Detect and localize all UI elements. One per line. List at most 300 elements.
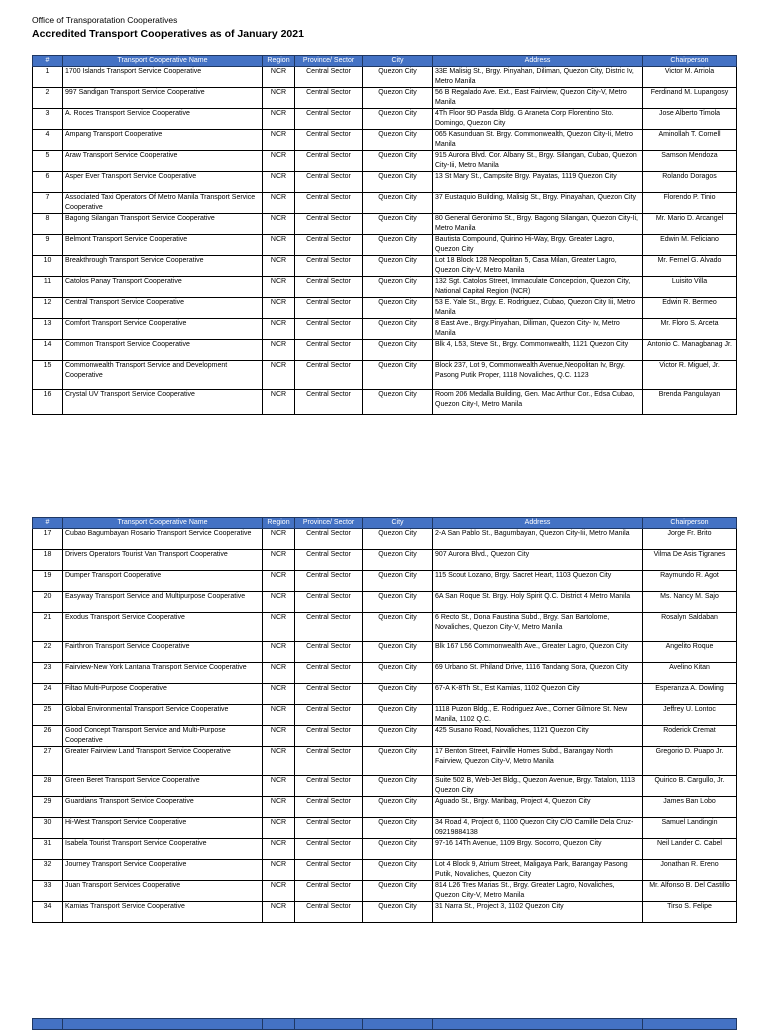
address: 97-16 14Th Avenue, 1109 Brgy. Socorro, Quezon City (433, 839, 643, 860)
chairperson: Neil Lander C. Cabel (643, 839, 737, 860)
city: Quezon City (363, 130, 433, 151)
table-row (33, 776, 737, 797)
chairperson: Rolando Doragos (643, 172, 737, 193)
chairperson: Mr. Mario D. Arcangel (643, 214, 737, 235)
province-sector: Central Sector (295, 818, 363, 839)
col-address-header: Address (433, 518, 643, 529)
col-city-header (363, 1019, 433, 1030)
table-row (33, 88, 737, 109)
table-body (33, 529, 737, 923)
row-number: 25 (33, 705, 63, 726)
col-address-header: Address (433, 56, 643, 67)
row-number: 23 (33, 663, 63, 684)
col-province-header: Province/ Sector (295, 518, 363, 529)
table-row (33, 67, 737, 88)
region: NCR (263, 550, 295, 571)
cooperative-name: Drivers Operators Tourist Van Transport Cooperative (63, 550, 263, 571)
city: Quezon City (363, 151, 433, 172)
table-row (33, 214, 737, 235)
province-sector: Central Sector (295, 319, 363, 340)
city: Quezon City (363, 797, 433, 818)
address: 80 General Geronimo St., Brgy. Bagong Silangan, Quezon City-Ii, Metro Manila (433, 214, 643, 235)
province-sector: Central Sector (295, 151, 363, 172)
province-sector: Central Sector (295, 726, 363, 747)
row-number: 10 (33, 256, 63, 277)
region: NCR (263, 818, 295, 839)
cooperative-name: Global Environmental Transport Service Cooperative (63, 705, 263, 726)
table-row (33, 319, 737, 340)
city: Quezon City (363, 172, 433, 193)
region: NCR (263, 571, 295, 592)
region: NCR (263, 684, 295, 705)
page-title: Accredited Transport Cooperatives as of January 2021 (32, 28, 304, 40)
cooperative-name: 1700 Islands Transport Service Cooperative (63, 67, 263, 88)
address: Aguado St., Brgy. Maribag, Project 4, Quezon City (433, 797, 643, 818)
region: NCR (263, 319, 295, 340)
cooperative-name: Associated Taxi Operators Of Metro Manila Transport Service Cooperative (63, 193, 263, 214)
cooperative-name: Crystal UV Transport Service Cooperative (63, 390, 263, 415)
row-number: 9 (33, 235, 63, 256)
address: 425 Susano Road, Novaliches, 1121 Quezon City (433, 726, 643, 747)
region: NCR (263, 256, 295, 277)
table-row (33, 839, 737, 860)
city: Quezon City (363, 705, 433, 726)
chairperson: Jose Alberto Timola (643, 109, 737, 130)
city: Quezon City (363, 613, 433, 642)
region: NCR (263, 340, 295, 361)
table-header-row (33, 518, 737, 529)
city: Quezon City (363, 277, 433, 298)
region: NCR (263, 130, 295, 151)
cooperative-name: Cubao Bagumbayan Rosario Transport Service Cooperative (63, 529, 263, 550)
col-name-header (63, 1019, 263, 1030)
cooperative-name: Exodus Transport Service Cooperative (63, 613, 263, 642)
region: NCR (263, 172, 295, 193)
cooperative-name: Catolos Panay Transport Cooperative (63, 277, 263, 298)
address: 814 L26 Tres Marias St., Brgy. Greater Lagro, Novaliches, Quezon City-V, Metro Manila (433, 881, 643, 902)
row-number: 11 (33, 277, 63, 298)
address: 33E Malisig St., Brgy. Pinyahan, Diliman, Quezon City, Distric Iv, Metro Manila (433, 67, 643, 88)
province-sector: Central Sector (295, 193, 363, 214)
chairperson: Florendo P. Tinio (643, 193, 737, 214)
address: 17 Benton Street, Fairville Homes Subd., Barangay North Fairview, Quezon City-V, Metro Manila (433, 747, 643, 776)
region: NCR (263, 529, 295, 550)
cooperative-name: Bagong Silangan Transport Service Cooperative (63, 214, 263, 235)
province-sector: Central Sector (295, 839, 363, 860)
chairperson: Angelito Roque (643, 642, 737, 663)
chairperson: Ferdinand M. Lupangosy (643, 88, 737, 109)
col-province-header: Province/ Sector (295, 56, 363, 67)
region: NCR (263, 235, 295, 256)
chairperson: Victor R. Miguel, Jr. (643, 361, 737, 390)
province-sector: Central Sector (295, 642, 363, 663)
province-sector: Central Sector (295, 88, 363, 109)
chairperson: Mr. Floro S. Arceta (643, 319, 737, 340)
cooperative-name: Juan Transport Services Cooperative (63, 881, 263, 902)
cooperative-name: Good Concept Transport Service and Multi-Purpose Cooperative (63, 726, 263, 747)
table-row (33, 151, 737, 172)
col-chairperson-header: Chairperson (643, 56, 737, 67)
region: NCR (263, 726, 295, 747)
table-row (33, 550, 737, 571)
table-row (33, 340, 737, 361)
table-row (33, 571, 737, 592)
region: NCR (263, 860, 295, 881)
row-number: 26 (33, 726, 63, 747)
row-number: 17 (33, 529, 63, 550)
row-number: 20 (33, 592, 63, 613)
cooperative-name: Dumper Transport Cooperative (63, 571, 263, 592)
city: Quezon City (363, 839, 433, 860)
region: NCR (263, 839, 295, 860)
col-region-header (263, 1019, 295, 1030)
chairperson: James Ban Lobo (643, 797, 737, 818)
row-number: 33 (33, 881, 63, 902)
chairperson: Avelino Kitan (643, 663, 737, 684)
region: NCR (263, 642, 295, 663)
chairperson: Samuel Landingin (643, 818, 737, 839)
chairperson: Victor M. Arriola (643, 67, 737, 88)
table-row (33, 193, 737, 214)
row-number: 3 (33, 109, 63, 130)
city: Quezon City (363, 818, 433, 839)
cooperatives-table-2 (32, 517, 737, 923)
chairperson: Jonathan R. Ereno (643, 860, 737, 881)
region: NCR (263, 776, 295, 797)
chairperson: Roderick Cremat (643, 726, 737, 747)
province-sector: Central Sector (295, 860, 363, 881)
address: 6A San Roque St. Brgy. Holy Spirit Q.C. District 4 Metro Manila (433, 592, 643, 613)
city: Quezon City (363, 256, 433, 277)
table-row (33, 747, 737, 776)
chairperson: Vilma De Asis Tigranes (643, 550, 737, 571)
address: Room 206 Medalla Building, Gen. Mac Arthur Cor., Edsa Cubao, Quezon City-I, Metro Manila (433, 390, 643, 415)
address: 13 St Mary St., Campsite Brgy. Payatas, 1119 Quezon City (433, 172, 643, 193)
city: Quezon City (363, 684, 433, 705)
table-row (33, 613, 737, 642)
col-number-header: # (33, 56, 63, 67)
city: Quezon City (363, 550, 433, 571)
cooperative-name: Guardians Transport Service Cooperative (63, 797, 263, 818)
col-region-header: Region (263, 56, 295, 67)
row-number: 13 (33, 319, 63, 340)
address: Lot 4 Block 9, Atrium Street, Maligaya Park, Barangay Pasong Putik, Novaliches, Quezon City (433, 860, 643, 881)
city: Quezon City (363, 88, 433, 109)
address: 915 Aurora Blvd. Cor. Albany St., Brgy. Silangan, Cubao, Quezon City-Iii, Metro Manila (433, 151, 643, 172)
city: Quezon City (363, 642, 433, 663)
city: Quezon City (363, 529, 433, 550)
region: NCR (263, 277, 295, 298)
row-number: 6 (33, 172, 63, 193)
address: 34 Road 4, Project 6, 1100 Quezon City C/O Camille Dela Cruz-09219884138 (433, 818, 643, 839)
chairperson: Raymundo R. Agot (643, 571, 737, 592)
row-number: 32 (33, 860, 63, 881)
cooperative-name: Green Beret Transport Service Cooperative (63, 776, 263, 797)
address: 907 Aurora Blvd., Quezon City (433, 550, 643, 571)
cooperative-name: Kamias Transport Service Cooperative (63, 902, 263, 923)
table-header-row (33, 56, 737, 67)
cooperative-name: Filtao Multi-Purpose Cooperative (63, 684, 263, 705)
address: 69 Urbano St. Philand Drive, 1116 Tandang Sora, Quezon City (433, 663, 643, 684)
chairperson: Quirico B. Cargullo, Jr. (643, 776, 737, 797)
table-row (33, 361, 737, 390)
row-number: 1 (33, 67, 63, 88)
table-row (33, 818, 737, 839)
region: NCR (263, 361, 295, 390)
table-row (33, 390, 737, 415)
province-sector: Central Sector (295, 797, 363, 818)
region: NCR (263, 705, 295, 726)
row-number: 7 (33, 193, 63, 214)
region: NCR (263, 663, 295, 684)
province-sector: Central Sector (295, 172, 363, 193)
address: 065 Kasunduan St. Brgy. Commonwealth, Quezon City-Ii, Metro Manila (433, 130, 643, 151)
col-name-header: Transport Cooperative Name (63, 518, 263, 529)
table-row (33, 705, 737, 726)
row-number: 29 (33, 797, 63, 818)
province-sector: Central Sector (295, 550, 363, 571)
row-number: 21 (33, 613, 63, 642)
table-row (33, 130, 737, 151)
cooperative-name: Common Transport Service Cooperative (63, 340, 263, 361)
chairperson: Gregorio D. Puapo Jr. (643, 747, 737, 776)
row-number: 14 (33, 340, 63, 361)
cooperative-name: Greater Fairview Land Transport Service Cooperative (63, 747, 263, 776)
city: Quezon City (363, 747, 433, 776)
cooperative-name: A. Roces Transport Service Cooperative (63, 109, 263, 130)
city: Quezon City (363, 214, 433, 235)
cooperative-name: Central Transport Service Cooperative (63, 298, 263, 319)
table-row (33, 860, 737, 881)
address: Blk 4, L53, Steve St., Brgy. Commonwealth, 1121 Quezon City (433, 340, 643, 361)
province-sector: Central Sector (295, 776, 363, 797)
city: Quezon City (363, 235, 433, 256)
row-number: 2 (33, 88, 63, 109)
region: NCR (263, 747, 295, 776)
row-number: 34 (33, 902, 63, 923)
province-sector: Central Sector (295, 684, 363, 705)
city: Quezon City (363, 592, 433, 613)
region: NCR (263, 592, 295, 613)
city: Quezon City (363, 571, 433, 592)
cooperatives-table-3 (32, 1018, 737, 1030)
city: Quezon City (363, 390, 433, 415)
chairperson: Rosalyn Saldaban (643, 613, 737, 642)
city: Quezon City (363, 663, 433, 684)
address: 115 Scout Lozano, Brgy. Sacret Heart, 1103 Quezon City (433, 571, 643, 592)
cooperative-name: Breakthrough Transport Service Cooperative (63, 256, 263, 277)
chairperson: Antonio C. Managbanag Jr. (643, 340, 737, 361)
address: 53 E. Yale St., Brgy. E. Rodriguez, Cubao, Quezon City Iii, Metro Manila (433, 298, 643, 319)
cooperative-name: Easyway Transport Service and Multipurpose Cooperative (63, 592, 263, 613)
cooperative-name: Journey Transport Service Cooperative (63, 860, 263, 881)
region: NCR (263, 902, 295, 923)
table-row (33, 642, 737, 663)
city: Quezon City (363, 902, 433, 923)
city: Quezon City (363, 776, 433, 797)
chairperson: Luisito Villa (643, 277, 737, 298)
table-row (33, 663, 737, 684)
chairperson: Ms. Nancy M. Sajo (643, 592, 737, 613)
row-number: 4 (33, 130, 63, 151)
table-row (33, 172, 737, 193)
region: NCR (263, 67, 295, 88)
province-sector: Central Sector (295, 298, 363, 319)
province-sector: Central Sector (295, 130, 363, 151)
cooperative-name: Araw Transport Service Cooperative (63, 151, 263, 172)
chairperson: Edwin R. Bermeo (643, 298, 737, 319)
chairperson: Edwin M. Feliciano (643, 235, 737, 256)
region: NCR (263, 390, 295, 415)
table-row (33, 529, 737, 550)
address: 31 Narra St., Project 3, 1102 Quezon City (433, 902, 643, 923)
chairperson: Esperanza A. Dowling (643, 684, 737, 705)
col-chairperson-header (643, 1019, 737, 1030)
province-sector: Central Sector (295, 663, 363, 684)
region: NCR (263, 298, 295, 319)
province-sector: Central Sector (295, 340, 363, 361)
city: Quezon City (363, 67, 433, 88)
row-number: 22 (33, 642, 63, 663)
region: NCR (263, 214, 295, 235)
province-sector: Central Sector (295, 747, 363, 776)
province-sector: Central Sector (295, 256, 363, 277)
cooperative-name: Belmont Transport Service Cooperative (63, 235, 263, 256)
col-address-header (433, 1019, 643, 1030)
province-sector: Central Sector (295, 277, 363, 298)
address: Bautista Compound, Quirino Hi-Way, Brgy. Greater Lagro, Quezon City (433, 235, 643, 256)
row-number: 16 (33, 390, 63, 415)
city: Quezon City (363, 860, 433, 881)
address: Lot 18 Block 128 Neopolitan 5, Casa Milan, Greater Lagro, Quezon City-V, Metro Manila (433, 256, 643, 277)
address: 37 Eustaquio Building, Malisig St., Brgy. Pinayahan, Quezon City (433, 193, 643, 214)
table-row (33, 298, 737, 319)
row-number: 5 (33, 151, 63, 172)
row-number: 12 (33, 298, 63, 319)
cooperative-name: Comfort Transport Service Cooperative (63, 319, 263, 340)
col-number-header (33, 1019, 63, 1030)
cooperative-name: 997 Sandigan Transport Service Cooperative (63, 88, 263, 109)
chairperson: Jorge Fr. Brito (643, 529, 737, 550)
row-number: 30 (33, 818, 63, 839)
region: NCR (263, 88, 295, 109)
chairperson: Aminollah T. Cornell (643, 130, 737, 151)
city: Quezon City (363, 726, 433, 747)
province-sector: Central Sector (295, 881, 363, 902)
address: 67-A K-8Th St., Est Kamias, 1102 Quezon City (433, 684, 643, 705)
col-province-header (295, 1019, 363, 1030)
table-row (33, 277, 737, 298)
row-number: 15 (33, 361, 63, 390)
col-city-header: City (363, 518, 433, 529)
province-sector: Central Sector (295, 613, 363, 642)
address: Blk 167 L56 Commonwealth Ave., Greater Lagro, Quezon City (433, 642, 643, 663)
region: NCR (263, 151, 295, 172)
office-name: Office of Transporatation Cooperatives (32, 15, 178, 25)
table-row (33, 592, 737, 613)
chairperson: Mr. Alfonso B. Del Castillo (643, 881, 737, 902)
table-row (33, 109, 737, 130)
col-number-header: # (33, 518, 63, 529)
cooperative-name: Asper Ever Transport Service Cooperative (63, 172, 263, 193)
chairperson: Samson Mendoza (643, 151, 737, 172)
cooperative-name: Hi-West Transport Service Cooperative (63, 818, 263, 839)
province-sector: Central Sector (295, 109, 363, 130)
address: Suite 502 B, Web-Jet Bldg., Quezon Avenue, Brgy. Tatalon, 1113 Quezon City (433, 776, 643, 797)
province-sector: Central Sector (295, 390, 363, 415)
col-name-header: Transport Cooperative Name (63, 56, 263, 67)
cooperative-name: Fairview-New York Lantana Transport Service Cooperative (63, 663, 263, 684)
region: NCR (263, 109, 295, 130)
city: Quezon City (363, 340, 433, 361)
chairperson: Tirso S. Felipe (643, 902, 737, 923)
province-sector: Central Sector (295, 902, 363, 923)
province-sector: Central Sector (295, 592, 363, 613)
row-number: 27 (33, 747, 63, 776)
province-sector: Central Sector (295, 571, 363, 592)
cooperative-name: Ampang Transport Cooperative (63, 130, 263, 151)
table-body (33, 67, 737, 415)
province-sector: Central Sector (295, 529, 363, 550)
cooperative-name: Fairthron Transport Service Cooperative (63, 642, 263, 663)
col-city-header: City (363, 56, 433, 67)
table-row (33, 235, 737, 256)
table-row (33, 726, 737, 747)
province-sector: Central Sector (295, 361, 363, 390)
chairperson: Brenda Pangulayan (643, 390, 737, 415)
row-number: 8 (33, 214, 63, 235)
cooperative-name: Commonwealth Transport Service and Development Cooperative (63, 361, 263, 390)
region: NCR (263, 613, 295, 642)
table-row (33, 902, 737, 923)
city: Quezon City (363, 319, 433, 340)
city: Quezon City (363, 881, 433, 902)
chairperson: Mr. Fernel G. Alvado (643, 256, 737, 277)
region: NCR (263, 797, 295, 818)
address: 6 Recto St., Dona Faustina Subd., Brgy. San Bartolome, Novaliches, Quezon City-V, Metro Manila (433, 613, 643, 642)
row-number: 31 (33, 839, 63, 860)
city: Quezon City (363, 361, 433, 390)
region: NCR (263, 193, 295, 214)
address: 2-A San Pablo St., Bagumbayan, Quezon City-Iii, Metro Manila (433, 529, 643, 550)
row-number: 28 (33, 776, 63, 797)
table-header-row (33, 1019, 737, 1030)
city: Quezon City (363, 298, 433, 319)
table-row (33, 881, 737, 902)
city: Quezon City (363, 109, 433, 130)
city: Quezon City (363, 193, 433, 214)
region: NCR (263, 881, 295, 902)
chairperson: Jeffrey U. Lontoc (643, 705, 737, 726)
row-number: 24 (33, 684, 63, 705)
cooperative-name: Isabela Tourist Transport Service Cooperative (63, 839, 263, 860)
address: 8 East Ave., Brgy.Pinyahan, Diliman, Quezon City- Iv, Metro Manila (433, 319, 643, 340)
cooperatives-table-1 (32, 55, 737, 415)
table-row (33, 684, 737, 705)
col-region-header: Region (263, 518, 295, 529)
address: 56 B Regalado Ave. Ext., East Fairview, Quezon City-V, Metro Manila (433, 88, 643, 109)
province-sector: Central Sector (295, 705, 363, 726)
col-chairperson-header: Chairperson (643, 518, 737, 529)
province-sector: Central Sector (295, 235, 363, 256)
address: Block 237, Lot 9, Commonwealth Avenue,Neopolitan Iv, Brgy. Pasong Putik Proper, 1118 Novaliches, Q.C. 1123 (433, 361, 643, 390)
province-sector: Central Sector (295, 67, 363, 88)
table-row (33, 256, 737, 277)
row-number: 19 (33, 571, 63, 592)
row-number: 18 (33, 550, 63, 571)
address: 1118 Puzon Bldg., E. Rodriguez Ave., Corner Gilmore St. New Manila, 1102 Q.C. (433, 705, 643, 726)
table-row (33, 797, 737, 818)
